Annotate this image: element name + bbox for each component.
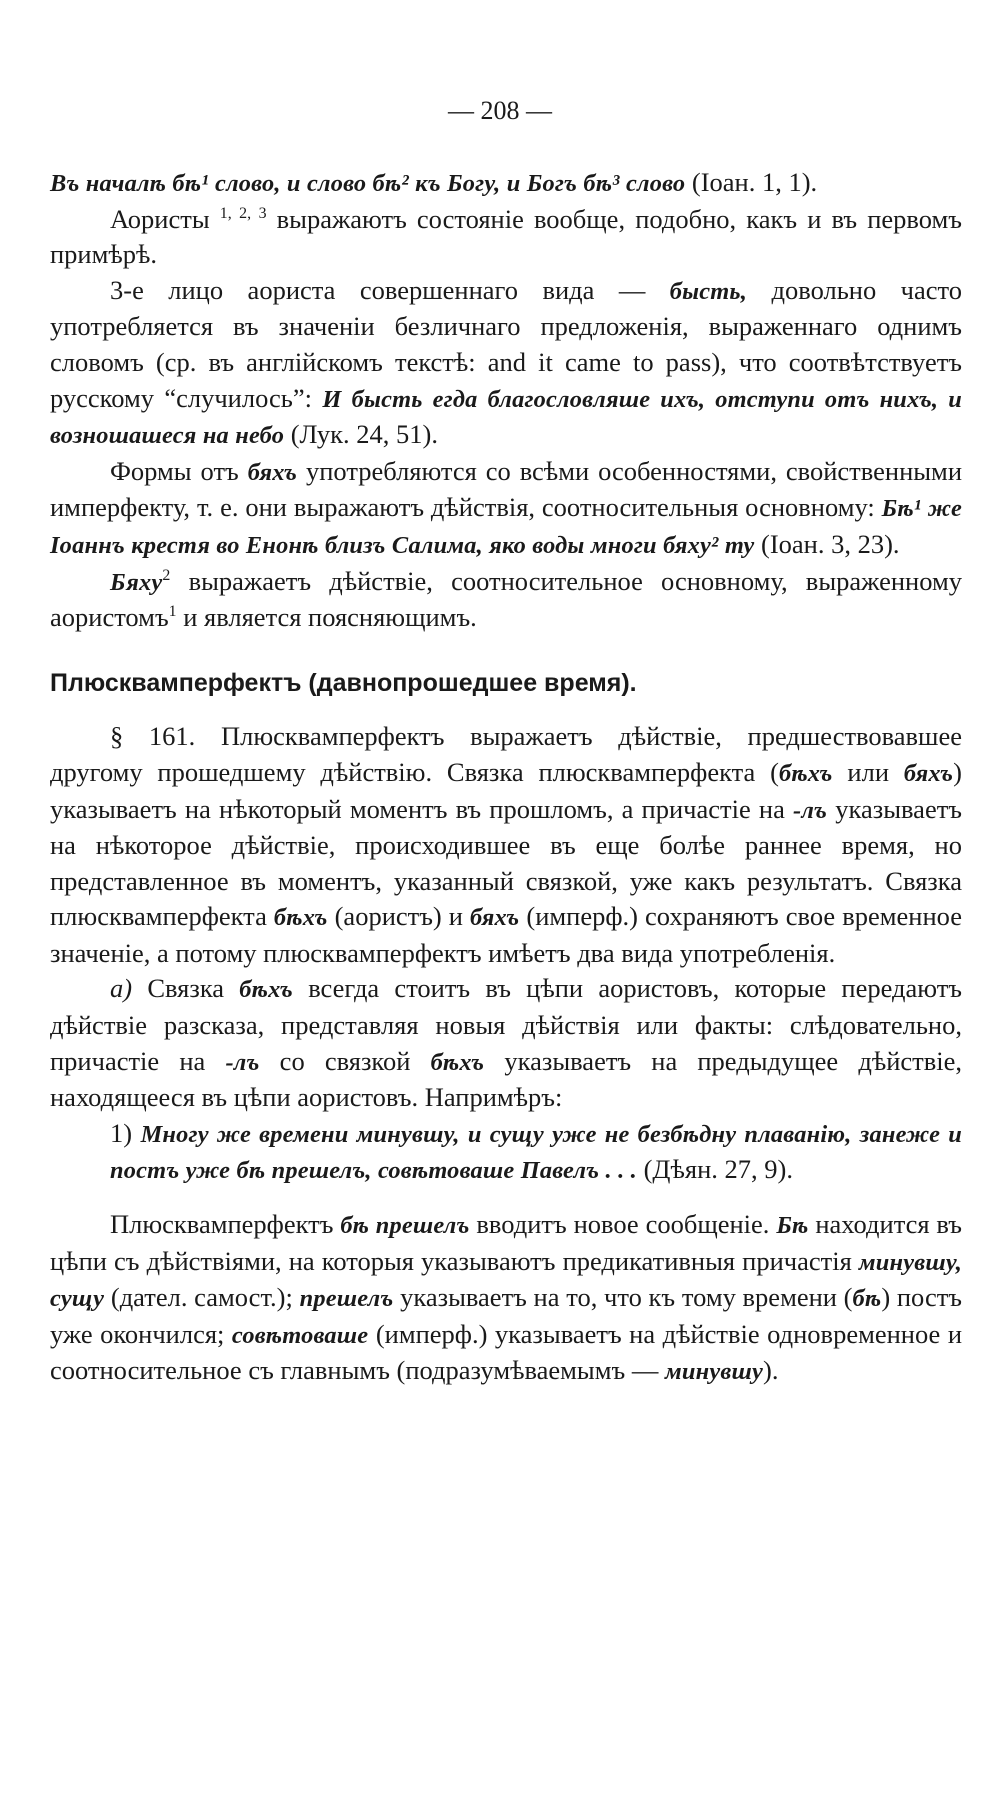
church-slavonic-word: бѣхъ	[239, 976, 293, 1004]
citation: (Іоан. 1, 1).	[691, 167, 818, 197]
church-slavonic-word: Бяху	[110, 568, 163, 596]
text: § 161. Плюсквамперфектъ выражаетъ дѣйствіе, предшествовавшее другому прошедшему дѣйствію. Связка плюсквамперфекта (	[50, 721, 962, 787]
text: Формы отъ	[110, 455, 248, 486]
text: 3-е лицо аориста совершеннаго вида —	[110, 274, 670, 305]
footnote-ref: 2	[162, 566, 171, 584]
text: (аористъ) и	[327, 901, 470, 932]
text: выражаетъ дѣйствіе, соотносительное основному, выраженному аористомъ	[50, 565, 962, 633]
citation: (Іоан. 3, 23).	[754, 528, 900, 559]
church-slavonic-word: -лъ	[225, 1048, 260, 1076]
text: Плюсквамперфектъ	[110, 1209, 341, 1240]
footnote-ref: 1, 2, 3	[219, 204, 267, 222]
item-number: 1)	[110, 1117, 133, 1148]
item-label: а)	[110, 973, 133, 1004]
church-slavonic-quote: Многу же времени минувшу, и сущу уже не безбѣдну плаванію, занеже и постъ уже бѣ прешелъ, совѣтоваше Павелъ . . .	[110, 1120, 962, 1185]
church-slavonic-word: бысть,	[669, 277, 748, 305]
church-slavonic-word: минувшу	[664, 1358, 763, 1386]
spacer	[50, 1189, 962, 1207]
text: довольно часто употребляется въ значеніи безличнаго предложенія, выраженнаго однимъ словомъ (ср. въ англійскомъ текстѣ: and it came to pass), что соотвѣтствуетъ русскому “случилось”:	[50, 274, 962, 413]
church-slavonic-word: бяхъ	[470, 904, 520, 932]
church-slavonic-word: бяхъ	[903, 759, 954, 787]
text: указываетъ на то, что къ тому времени (	[393, 1282, 853, 1313]
page-body	[50, 165, 962, 1390]
paragraph-a	[50, 971, 962, 1115]
text: со связкой	[259, 1045, 431, 1076]
text: выражаютъ состояніе вообще, подобно, какъ и въ первомъ примѣрѣ.	[50, 203, 962, 270]
church-slavonic-word: бѣхъ	[430, 1048, 485, 1076]
section-heading: Плюсквамперфектъ (давнопрошедшее время).	[50, 668, 637, 697]
text: ) постъ уже окончился;	[50, 1282, 963, 1349]
paragraph-analysis	[50, 1207, 962, 1390]
citation: (Лук. 24, 51).	[284, 419, 438, 450]
church-slavonic-quote: Бѣ¹ же Іоаннъ крестя во Енонѣ близъ Салима, яко воды многи бяху² ту	[50, 495, 962, 559]
text: находится въ цѣпи съ дѣйствіями, на которыя указываютъ предикативныя причастія	[50, 1209, 962, 1276]
text: всегда стоитъ въ цѣпи аористовъ, которые передаютъ дѣйствіе разсказа, представляя новыя дѣйствія или факты: слѣдовательно, причастіе на	[50, 973, 963, 1076]
text: (имперф.) указываетъ на дѣйствіе одновременное и соотносительное съ главнымъ (подразумѣваемымъ —	[50, 1318, 962, 1386]
text: ) указываетъ на нѣкоторый моментъ въ прошломъ, а причастіе на	[50, 756, 962, 824]
church-slavonic-word: -лъ	[793, 796, 828, 824]
church-slavonic-quote: И бысть егда благословляше ихъ, отступи отъ нихъ, и возношашеся на небо	[50, 385, 962, 450]
footnote-ref: 1	[168, 603, 177, 621]
text: и является поясняющимъ.	[176, 602, 477, 633]
church-slavonic-word: Бѣ	[776, 1212, 809, 1240]
church-slavonic-quote: Въ началѣ бѣ¹ слово, и слово бѣ² къ Богу, и Богъ бѣ³ слово	[50, 170, 686, 197]
church-slavonic-word: минувшу, сущу	[50, 1248, 962, 1313]
text: или	[832, 756, 904, 787]
paragraph-forms	[50, 454, 962, 564]
paragraph-example-john	[50, 165, 962, 202]
citation: (Дѣян. 27, 9).	[636, 1154, 793, 1185]
paragraph-third-person	[50, 273, 962, 454]
church-slavonic-word: бяхъ	[247, 458, 298, 486]
church-slavonic-word: прешелъ	[299, 1285, 394, 1313]
example-1	[50, 1116, 962, 1189]
text: употребляются со всѣми особенностями, свойственными имперфекту, т. е. они выражаютъ дѣйствія, соотносительныя основному:	[50, 455, 963, 523]
paragraph-aorists	[50, 202, 962, 273]
text: Аористы	[110, 203, 220, 234]
church-slavonic-word: бѣ	[852, 1285, 882, 1313]
text: вводитъ новое сообщеніе.	[469, 1209, 777, 1240]
church-slavonic-word: бѣ прешелъ	[340, 1212, 470, 1240]
text: указываетъ на предыдущее дѣйствіе, находящееся въ цѣпи аористовъ. Напримѣръ:	[50, 1045, 962, 1113]
church-slavonic-word: бѣхъ	[778, 759, 833, 787]
paragraph-161	[50, 719, 962, 971]
page-number: — 208 —	[448, 96, 552, 125]
text: ).	[763, 1355, 779, 1386]
text: Связка	[132, 973, 240, 1004]
church-slavonic-word: совѣтоваше	[231, 1321, 369, 1349]
text: указываетъ на нѣкоторое дѣйствіе, происходившее въ еще болѣе раннее время, но представленное въ моментъ, указанный связкой, уже какъ результатъ. Связка плюсквамперфекта	[50, 793, 962, 932]
church-slavonic-word: бѣхъ	[273, 904, 328, 932]
text: (дател. самост.);	[104, 1282, 300, 1313]
text: (имперф.) сохраняютъ свое временное значеніе, а потому плюсквамперфектъ имѣетъ два вида употребленія.	[50, 901, 962, 968]
paragraph-byakhu	[50, 564, 962, 636]
